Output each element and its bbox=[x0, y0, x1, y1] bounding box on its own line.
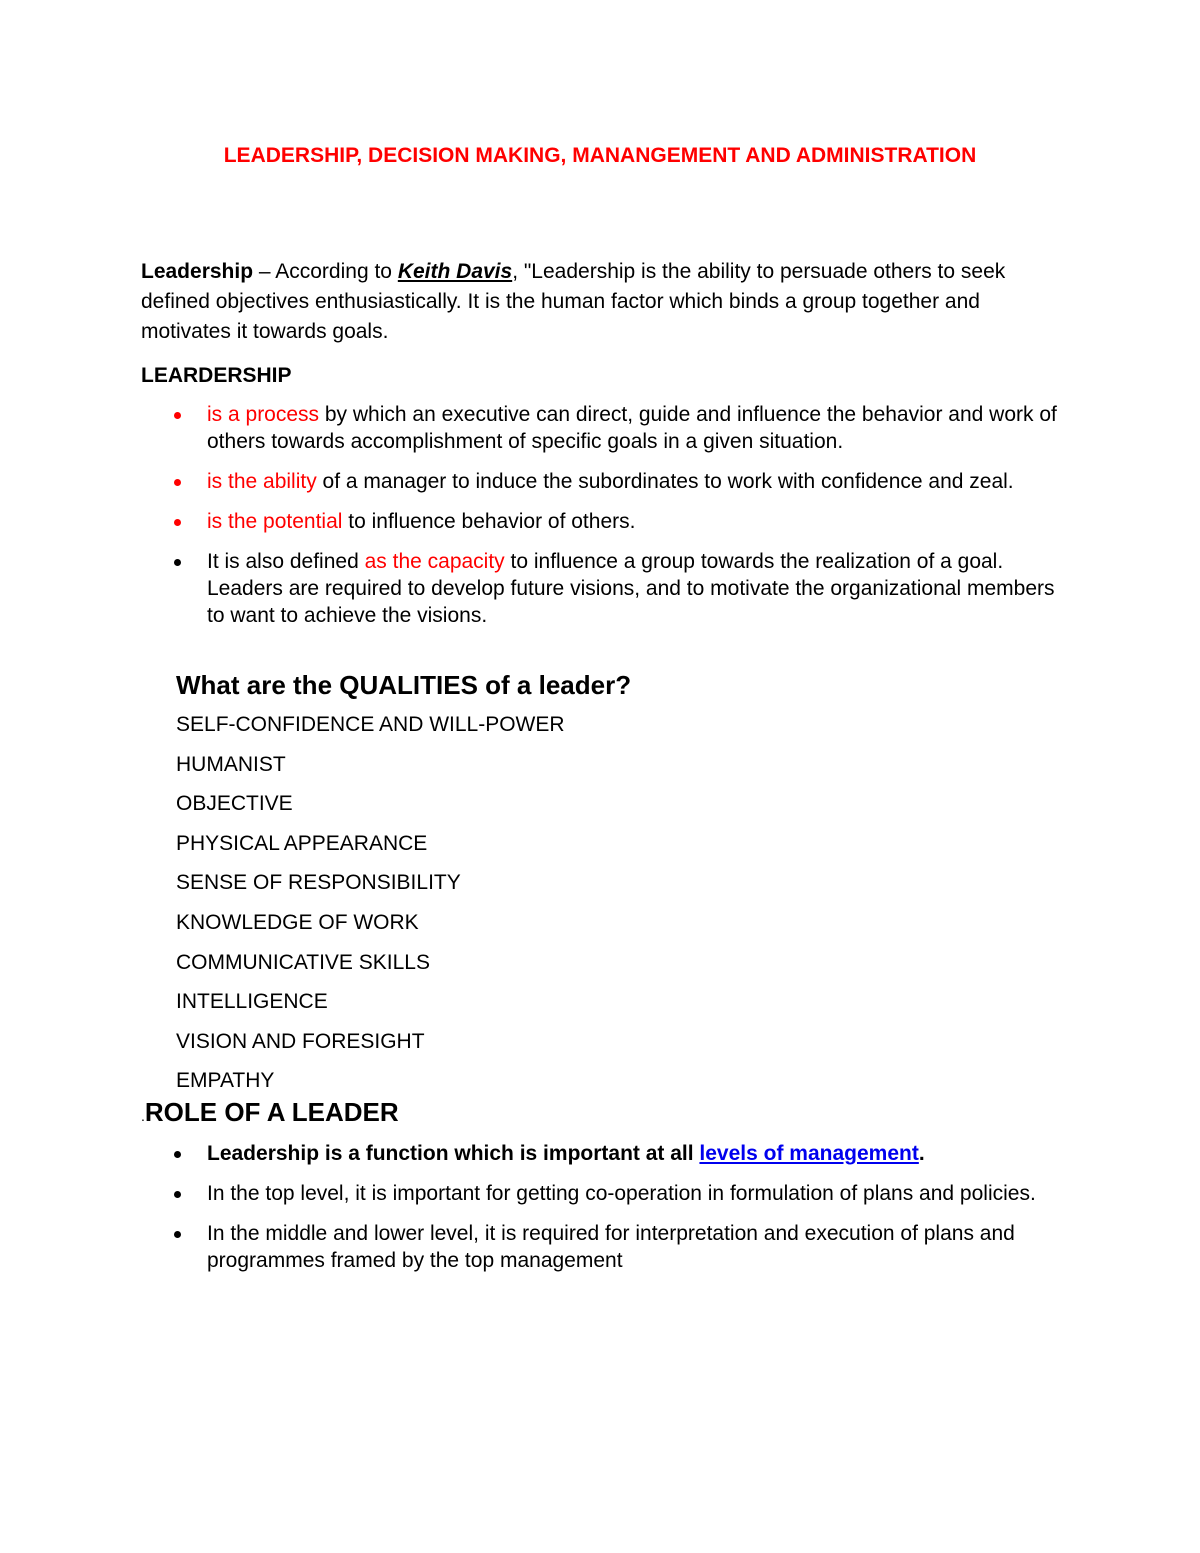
leadership-point bbox=[207, 401, 1077, 455]
intro-paragraph bbox=[141, 257, 1071, 347]
point-rest: by which an executive can direct, guide and influence the behavior and work of others towards accomplishment of specific goals in a given situation. bbox=[207, 403, 1057, 453]
quality-item: INTELLIGENCE bbox=[176, 990, 328, 1014]
role-point bbox=[207, 1220, 1077, 1274]
leadership-point bbox=[207, 508, 1077, 535]
levels-of-management-link[interactable]: levels of management bbox=[699, 1142, 919, 1165]
quality-item: EMPATHY bbox=[176, 1069, 275, 1093]
intro-author: Keith Davis bbox=[397, 260, 513, 283]
leadership-point bbox=[207, 468, 1077, 495]
bullet-icon bbox=[174, 1191, 181, 1198]
role-point-text: Leadership is a function which is important at all bbox=[207, 1142, 700, 1165]
intro-term: Leadership bbox=[141, 260, 254, 283]
point-rest: to influence a group towards the realization of a goal. Leaders are required to develop future visions, and to motivate the organizational members to want to achieve the visions. bbox=[207, 550, 1055, 627]
quality-item: COMMUNICATIVE SKILLS bbox=[176, 950, 430, 974]
bullet-icon bbox=[174, 559, 181, 566]
point-highlight: as the capacity bbox=[364, 550, 505, 573]
role-point-text: In the middle and lower level, it is required for interpretation and execution of plans and programmes framed by the top management bbox=[207, 1222, 1015, 1272]
intro-dash-text: – According to bbox=[253, 260, 398, 283]
bullet-icon bbox=[174, 479, 181, 486]
role-points-list bbox=[207, 1140, 1077, 1274]
role-point bbox=[207, 1140, 1077, 1167]
point-rest: to influence behavior of others. bbox=[342, 510, 636, 533]
leadership-heading: LEARDERSHIP bbox=[141, 364, 292, 387]
point-highlight: is the potential bbox=[207, 510, 343, 533]
role-point-text: In the top level, it is important for getting co-operation in formulation of plans and policies. bbox=[207, 1182, 1036, 1205]
point-highlight: is a process bbox=[207, 403, 320, 426]
bullet-icon bbox=[174, 1231, 181, 1238]
point-highlight: is the ability bbox=[207, 470, 317, 493]
quality-item: SELF-CONFIDENCE AND WILL-POWER bbox=[176, 713, 565, 736]
role-heading-text: ROLE OF A LEADER bbox=[144, 1097, 399, 1127]
quality-item: VISION AND FORESIGHT bbox=[176, 1029, 425, 1053]
bullet-icon bbox=[174, 519, 181, 526]
quality-item: PHYSICAL APPEARANCE bbox=[176, 831, 428, 855]
quality-item: KNOWLEDGE OF WORK bbox=[176, 910, 419, 934]
point-lead: It is also defined bbox=[207, 550, 365, 573]
leadership-point bbox=[207, 548, 1077, 629]
qualities-heading: What are the QUALITIES of a leader? bbox=[176, 670, 632, 700]
role-point-end: . bbox=[918, 1142, 925, 1165]
quality-item: SENSE OF RESPONSIBILITY bbox=[176, 871, 461, 895]
role-heading-prefix: . bbox=[141, 1108, 145, 1124]
quality-item: HUMANIST bbox=[176, 752, 286, 776]
role-heading bbox=[141, 1095, 399, 1133]
role-point bbox=[207, 1180, 1077, 1207]
document-title: LEADERSHIP, DECISION MAKING, MANANGEMENT AND ADMINISTRATION bbox=[223, 144, 977, 167]
qualities-list bbox=[176, 711, 565, 1107]
bullet-icon bbox=[174, 412, 181, 419]
point-rest: of a manager to induce the subordinates to work with confidence and zeal. bbox=[316, 470, 1014, 493]
bullet-icon bbox=[174, 1151, 181, 1158]
leadership-points-list bbox=[207, 401, 1077, 629]
quality-item: OBJECTIVE bbox=[176, 792, 293, 816]
intro-quote: , "Leadership is the ability to persuade others to seek defined objectives enthusiastically. It is the human factor which binds a group together and motivates it towards goals. bbox=[141, 260, 1006, 343]
